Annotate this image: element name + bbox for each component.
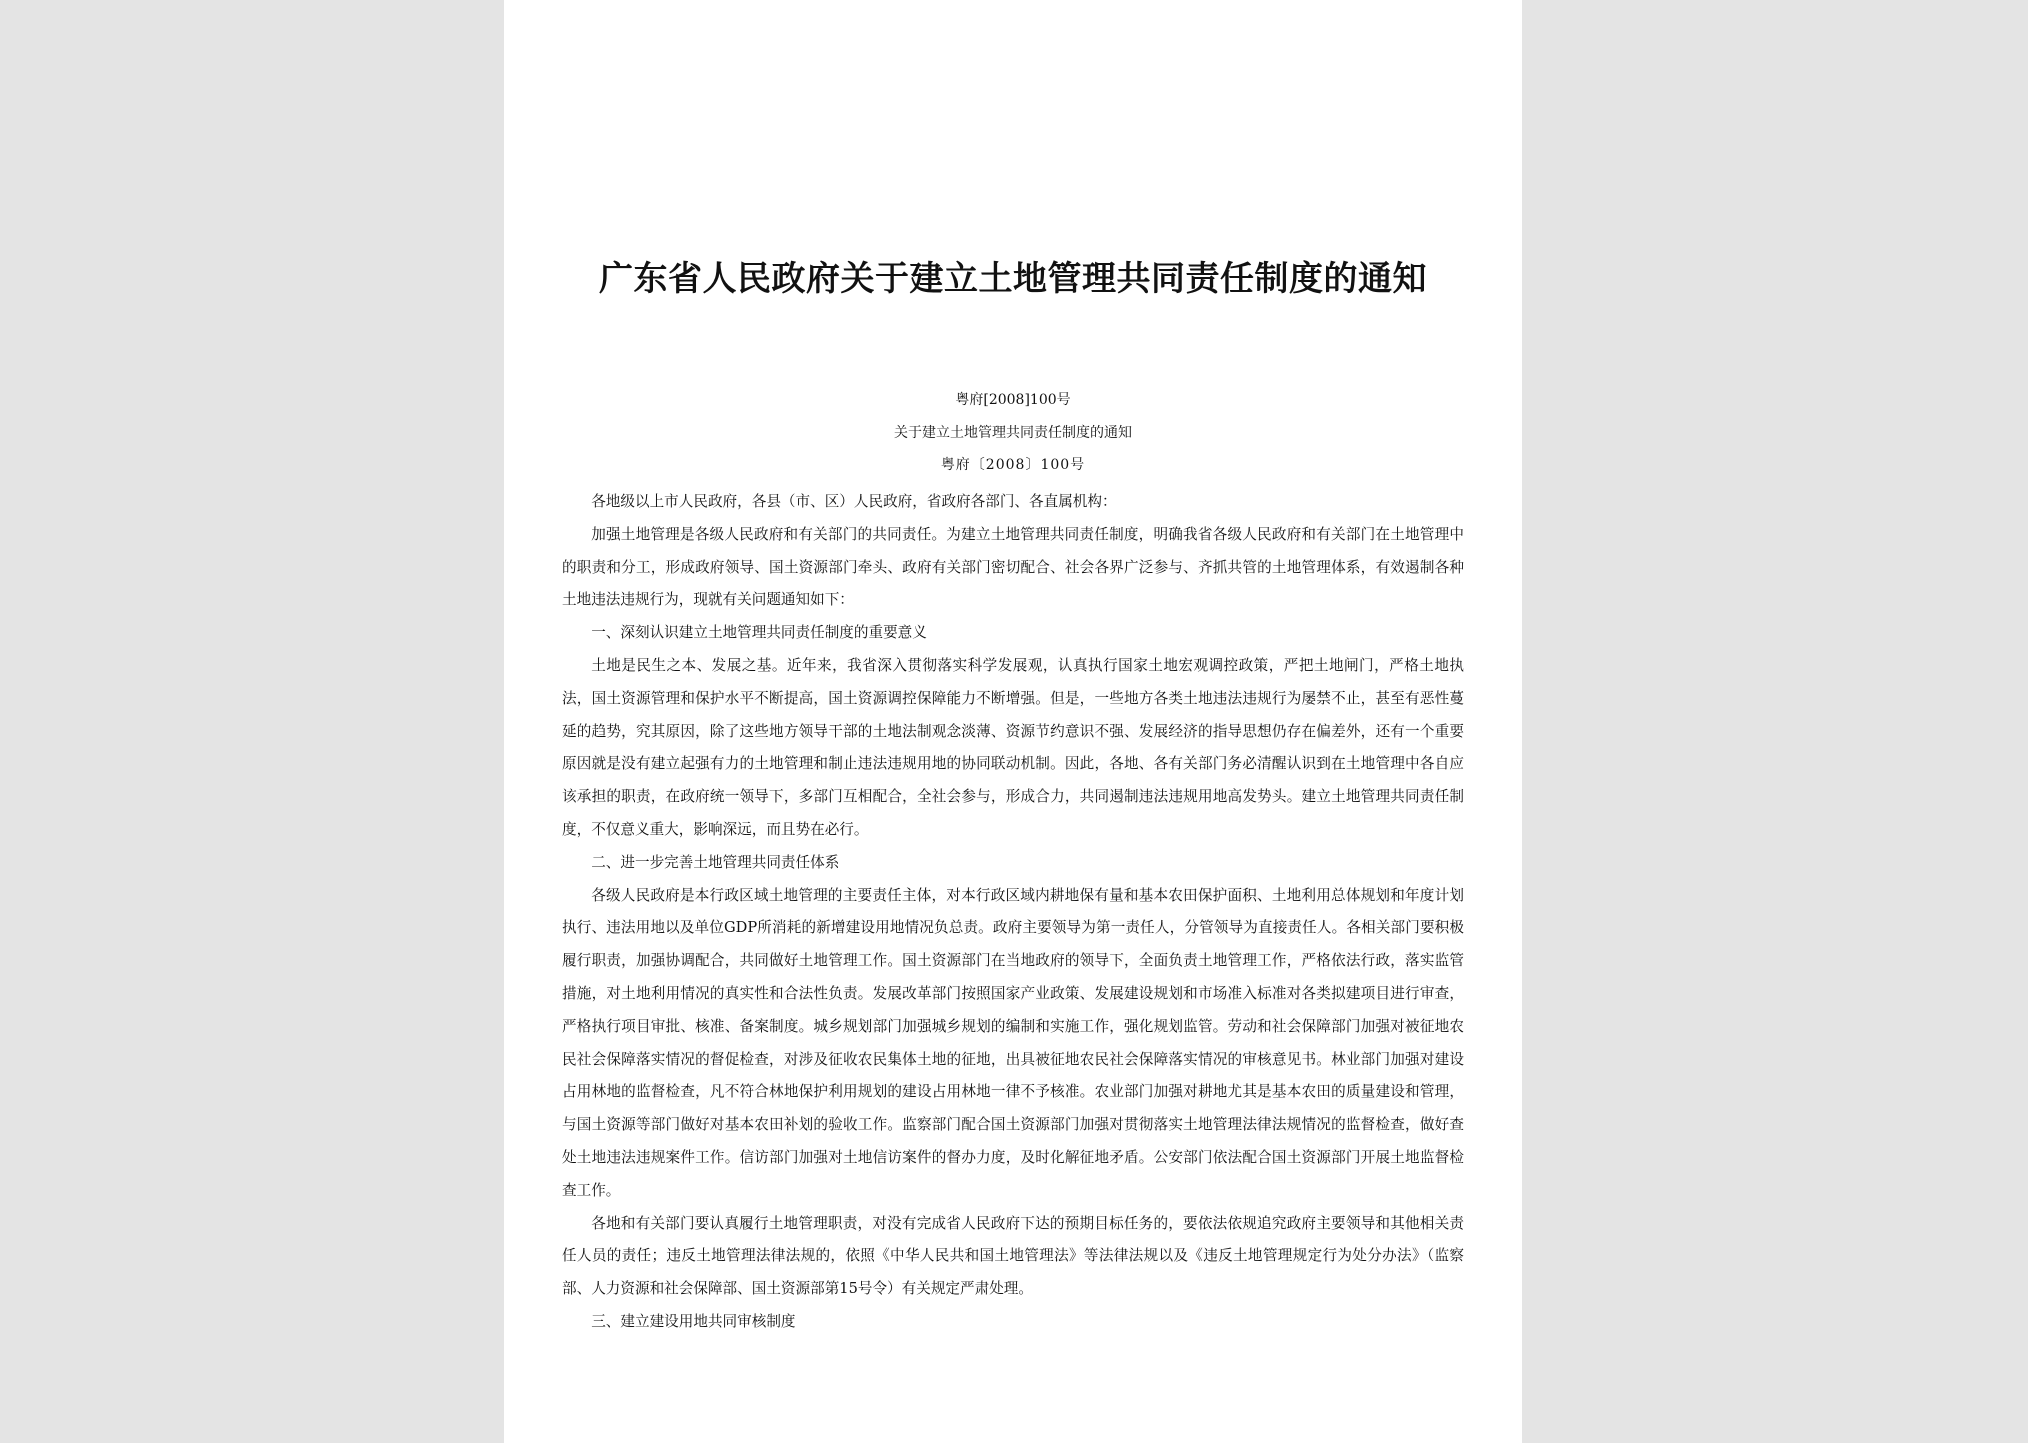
paragraph: 土地是民生之本、发展之基。近年来，我省深入贯彻落实科学发展观，认真执行国家土地宏观调控政策，严把土地闸门，严格土地执法，国土资源管理和保护水平不断提高，国土资源调控保障能力不断增强。但是，一些地方各类土地违法违规行为屡禁不止，甚至有恶性蔓延的趋势，究其原因，除了这些地方领导干部的土地法制观念淡薄、资源节约意识不强、发展经济的指导思想仍存在偏差外，还有一个重要原因就是没有建立起强有力的土地管理和制止违法违规用地的协同联动机制。因此，各地、各有关部门务必清醒认识到在土地管理中各自应该承担的职责，在政府统一领导下，多部门互相配合，全社会参与，形成合力，共同遏制违法违规用地高发势头。建立土地管理共同责任制度，不仅意义重大，影响深远，而且势在必行。 — [562, 656, 1464, 838]
document-number-alt: 粤府〔2008〕100号 — [940, 457, 1086, 473]
paragraph: 各级人民政府是本行政区域土地管理的主要责任主体，对本行政区域内耕地保有量和基本农田保护面积、土地利用总体规划和年度计划执行、违法用地以及单位GDP所消耗的新增建设用地情况负总责。政府主要领导为第一责任人，分管领导为直接责任人。各相关部门要积极履行职责，加强协调配合，共同做好土地管理工作。国土资源部门在当地政府的领导下，全面负责土地管理工作，严格依法行政，落实监管措施，对土地利用情况的真实性和合法性负责。发展改革部门按照国家产业政策、发展建设规划和市场准入标准对各类拟建项目进行审查，严格执行项目审批、核准、备案制度。城乡规划部门加强城乡规划的编制和实施工作，强化规划监管。劳动和社会保障部门加强对被征地农民社会保障落实情况的督促检查，对涉及征收农民集体土地的征地，出具被征地农民社会保障落实情况的审核意见书。林业部门加强对建设占用林地的监督检查，凡不符合林地保护利用规划的建设占用林地一律不予核准。农业部门加强对耕地尤其是基本农田的质量建设和管理，与国土资源等部门做好对基本农田补划的验收工作。监察部门配合国土资源部门加强对贯彻落实土地管理法律法规情况的监督检查，做好查处土地违法违规案件工作。信访部门加强对土地信访案件的督办力度，及时化解征地矛盾。公安部门依法配合国土资源部门开展土地监督检查工作。 — [562, 886, 1464, 1199]
document-subtitle: 关于建立土地管理共同责任制度的通知 — [894, 425, 1132, 441]
document-page — [504, 0, 1522, 1443]
document-number: 粤府[2008]100号 — [955, 392, 1071, 408]
document-body — [562, 486, 1464, 1339]
paragraph: 加强土地管理是各级人民政府和有关部门的共同责任。为建立土地管理共同责任制度，明确我省各级人民政府和有关部门在土地管理中的职责和分工，形成政府领导、国土资源部门牵头、政府有关部门密切配合、社会各界广泛参与、齐抓共管的土地管理体系，有效遏制各种土地违法违规行为，现就有关问题通知如下： — [562, 525, 1464, 609]
paragraph: 各地和有关部门要认真履行土地管理职责，对没有完成省人民政府下达的预期目标任务的，要依法依规追究政府主要领导和其他相关责任人员的责任；违反土地管理法律法规的，依照《中华人民共和国土地管理法》等法律法规以及《违反土地管理规定行为处分办法》（监察部、人力资源和社会保障部、国土资源部第15号令）有关规定严肃处理。 — [562, 1214, 1464, 1298]
section-heading: 三、建立建设用地共同审核制度 — [591, 1312, 796, 1330]
document-title: 广东省人民政府关于建立土地管理共同责任制度的通知 — [599, 259, 1427, 299]
section-heading: 二、进一步完善土地管理共同责任体系 — [591, 853, 840, 871]
section-heading: 一、深刻认识建立土地管理共同责任制度的重要意义 — [591, 624, 927, 642]
salutation: 各地级以上市人民政府，各县（市、区）人民政府，省政府各部门、各直属机构： — [591, 493, 1117, 510]
